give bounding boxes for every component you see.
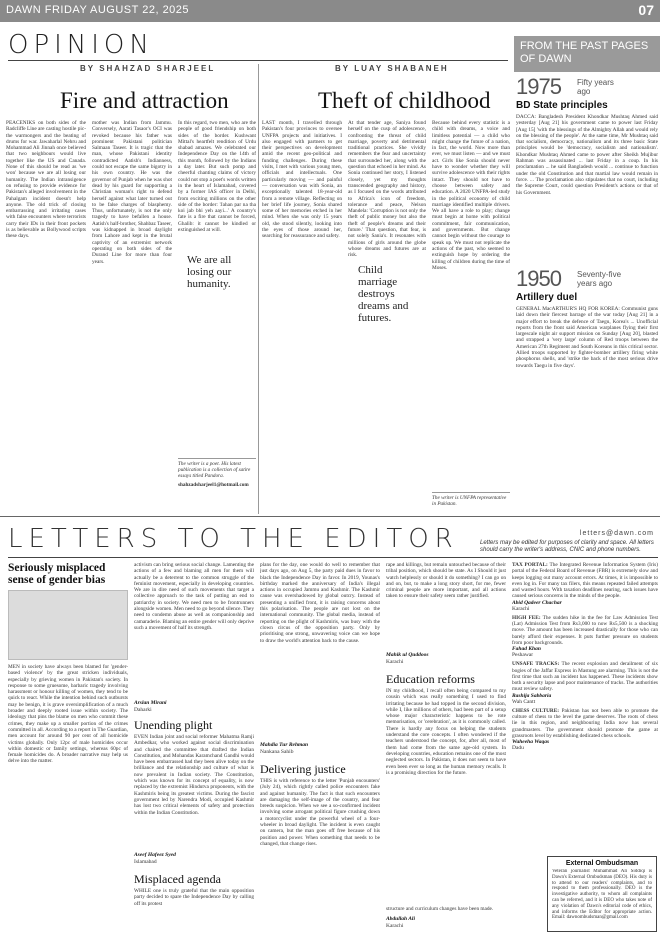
short-letter — [512, 562, 658, 612]
letter-col2-text: activism can bring serious social change. Lamenting the actions of a few and blaming all men for them will actually be a deterrent to the common struggle of the feminist movement, especially in developing countries. We are in dire need of such movements that target a collective approach to the task of putting an end to patriarchy in society. We need men to be frontrunners alongside women. Men need to go beyond silence. They need to condemn abuse as well as companionship and camaraderie. Blaming an entire gender will only deprive such a movement of half its strength. — [134, 562, 254, 631]
short-letter-text: The recent explosion and derailment of six bogies of the Jaffar Express in Mastung are alarming. This is not the first time that such an incident has happened. These incidents show both a security lapse and poor maintenance of tracks. The authorities must review safety. — [512, 661, 658, 693]
divider — [178, 458, 256, 459]
location: Karachi — [386, 659, 404, 665]
location: Islamabad — [134, 859, 157, 865]
past-item-1-title: BD State principles — [516, 100, 608, 111]
pullquote-article-1: We are all losing our humanity. — [185, 252, 253, 292]
ombudsman-title: External Ombudsman — [565, 860, 639, 867]
article-2-column-3: Because behind every statistic is a child with dreams, a voice and limitless potential — a child who might change the future of a nation, in fact, the world. Now more than ever, we must listen — and we must act. Girls like Sonia should never have to wonder whether they will survive adolescence with their rights intact. They should not have to choose between safety and education. A 2020 UNFPA-led study in the political economy of child marriage identified multiple drivers. We all have a role to play; change must begin at home with political commitment, fair communication, and governments. But change cannot begin without the courage to speak up. We must not replicate the actions of the past, who seemed to extinguish hope by ordering the killing of children during the time of Moses. — [432, 120, 510, 271]
short-letters-column — [512, 562, 658, 852]
byline-article-2: BY LUAY SHABANEH — [335, 64, 449, 73]
past-pages-box: FROM THE PAST PAGES OF DAWN — [514, 36, 660, 72]
short-letter-label: TAX PORTAL: — [512, 562, 548, 568]
location: Daharki — [134, 707, 152, 713]
divider — [8, 60, 508, 61]
signature: Rashija Sabbaria — [512, 692, 552, 699]
page-number: 07 — [638, 2, 654, 18]
years-ago-label: Seventy-five years ago — [577, 270, 622, 288]
letter-col4-text: rape and killings, but remain untouched because of their tribal position, which should be state. As I Should it just watch helplessly or should it do something? I can go on and on, but, to make a long story short, for me, fewer criminal people are more important, and all actions taken to ensure their safety seem rather justified. — [386, 562, 506, 600]
divider — [8, 557, 658, 558]
letter-education-reforms-text: IN my childhood, I recall often being compared to my cousin which was really something I used to find irritating because he had topped in the second division, while I, like millions of others, had been part of a setup whose major characteristic happens to be rote memorisation, or 'cerebration', as it is commonly called. There is hardly any focus on helping the students understand the core concepts. I often wondered if the teachers understood the concept, for, after all, most of them had come from the same age-old system. In developing countries, education remains one of the most neglected sectors. In Pakistan, it does not seem to have even been ever so long as the human memory recalls. It is a promising direction for the future. — [386, 688, 506, 776]
divider — [0, 516, 660, 517]
section-title-letters: LETTERS TO THE EDITOR — [8, 524, 459, 554]
location: Karachi — [512, 605, 530, 612]
short-letter-label: HIGH FEE: — [512, 614, 541, 621]
years-ago-label: Fifty years ago — [577, 78, 614, 96]
signature: Arslan Mirani — [134, 700, 167, 706]
letter-col3-text: plans for the day, one would do well to remember that just days ago, on Aug 5, the party paid dues in favor to black the Independence Day in favor. In 2019, Younas's birthday marked the anniversary of India's illegal actions in occupied Jammu and Kashmir. The Kashmir cause was overshadowed by global outcry. Instead of presenting a unified front, it is raising concerns about this polarisation. The people are not lost on the international community. The global media, instead of reporting on the plight of Kashmiris, was busy with the clown circus of the opposition party. Only by prioritising one strong, unwavering voice can we hope to draw the world's attention back to the cause. — [260, 562, 380, 644]
article-1-column-3: In this regard, two men, who are the people of good friendship on both sides of the border. Kushwant Mittal's heartfelt rendition of Urdu shabad amazes. We celebrated our Independence Day on the 14th of this month, followed by the Indians a day later. But such pomp and cheerful chanting claims of victory could not stop a poet's words written in the heart of Islamabad, covered by a former IAS officer in Delhi, from exciting millions on the other side of the border: 'Jahan par na tha koi jab bhi yeh aayi...' A country's fate is a fire that cannot be forced, Ghalib: it cannot be kindled or extinguished at will. — [178, 120, 256, 234]
location: Karachi — [386, 923, 404, 929]
letters-guidelines: Letters may be edited for purposes of clarity and space. All letters should carry the writer's address, CNIC and phone numbers. — [480, 540, 654, 553]
letter-delivering-justice-text: THIS is with reference to the letter 'Punjab encounters' (July 24), which rightly called police encounters fake and against humanity. The fact is that such encounters are damaging the self-image of the country, and fear breeds suspicion. When we see a so-confirmed incident involving some arrogant political figure crushing down a motorcyclist under the powerful wheel of a four-wheeler in broad daylight. The incident is even caught on camera, but the man goes off free because of his position and power. When something that needs to be changed, that change rises. — [260, 778, 380, 847]
short-letter-text: The sudden hike in the fee for Law Admission Test (Lat) Admission Test from Rs3,000 to now Rs5,500 is a shocking move. The amount has been increased drastically for those who can barely afford their expenses. It puts further pressure on students from poor backgrounds. — [512, 614, 658, 646]
article-2-column-1: LAST month, I travelled through Pakistan's four provinces to oversee UNFPA projects and initiatives. I also engaged with partners to get their perspectives on development amid the recent geo-political and funding challenges. During these visits, I met with various young men, officials and intellectuals. One particularly moving — and painful — conversation was with Sonia, an exceptionally talented 18-year-old from a remote village. Reflecting on her brief life journey, Sonia shared some of her memories etched in her mind. When she was only 15 years old, she stood silently, looking into the eyes of those around her, searching for reassurance and safety. — [262, 120, 342, 240]
letter-education-reforms-end: structure and curriculum changes have been made. — [386, 906, 494, 912]
column-divider — [258, 64, 259, 514]
short-letter-label: UNSAFE TRACKS: — [512, 661, 560, 668]
article-1-column-2: mother was Indian from Jammu. Conversely, Aarati Tasaor's OCI was revoked because his father was prominent Pakistani politician Salmaan Taseer. It is tragic that the man, whose Pakistani identity contradicted Aatish's Indianness, could not escape the same bigotry in his own country. He was the governor of Punjab when he was shot dead by his guard for supporting a Christian woman's right to defend herself against what later turned out to be false charges of blasphemy. Thus, unfortunately, is not the only tragedy to have befallen a house. Aatish's half-brother, Shahbaz Taseer, was kidnapped in broad daylight from Lahore and kept in the brutal captivity of an extremist network operating on both sides of the Durand Line for more than four years. — [92, 120, 172, 265]
letter-headline-misplaced-agenda: Misplaced agenda — [134, 872, 221, 886]
byline-article-1: BY SHAHZAD SHARJEEL — [80, 64, 216, 73]
author-email[interactable]: shahzadsharjeel1@hotmail.com — [178, 482, 249, 488]
section-title-opinion: OPINION — [8, 30, 154, 60]
location: Nankana Sahib — [260, 749, 294, 755]
year-1950: 1950 — [516, 266, 561, 291]
letter-unending-plight-text: EVEN Indian joint and social reformer Mahatma Ramji Ambedkar, who worked against social discrimination and chaired the committee that drafted the Indian Constitution, and Mohandas Karamchand Gandhi would have been embarrassed had they been alive today on the brilliance and the relationship and culture of what is now prevalent in Indian society. The Constitution, which was known for its concept of equality, is now replaced by the extremist Hindutva proponents, with the Kashmiris being its greatest victims. During the fascist government led by Narendra Modi, occupied Kashmir has lost two critical elements of safety and protection within the Indian Constitution. — [134, 734, 254, 816]
signature: Abid Qadeer Chachar — [512, 599, 562, 606]
divider — [432, 492, 510, 493]
past-item-2-text: GENERAL MacARTHUR'S HQ FOR KOREA: Communist guns laid down their fiercest barrage of the war today [Aug 21] in a major effort to break the defence of Taegu, Korea's ... Unofficial reports from the front said American warplanes flying their first largescale night air support mission on Sunday [Aug 20], blasted and strapped a 'very large' column of Red troops between the American 27th Regiment and South Koreans in this critical sector. Allied troops supported by fighter-bomber artillery firing white phosphorus shells, and 'strike the back of the most serious drive towards Taegu in five days'. — [516, 306, 658, 369]
location: Wah Cantt — [512, 698, 536, 705]
headline-article-1: Fire and attraction — [60, 88, 229, 113]
author-note-article-1: The writer is a poet. His latest publication is a collection of satire essays titled Pandora. — [178, 461, 251, 479]
ombudsman-box — [547, 856, 657, 932]
short-letter-label: CHESS CULTURE: — [512, 707, 560, 714]
short-letter — [512, 708, 658, 751]
short-letter-text: Pakistan has not been able to promote the culture of chess to the level the game deserves. The roots of chess lie in this region, and neighbouring India now has several grandmasters. The government should promote the game at grassroots level by establishing dedicated chess schools. — [512, 707, 658, 739]
short-letter — [512, 615, 658, 658]
signature: Aseef Hafeez Syed — [134, 852, 176, 858]
past-item-2-title: Artillery duel — [516, 292, 578, 303]
signature: Waheeha Waqas — [512, 739, 550, 746]
location: Dadu — [512, 745, 524, 752]
lead-letter-illustration — [8, 590, 128, 660]
article-2-column-2: At that tender age, Saniya found herself on the cusp of adolescence, confronting the threat of child marriage, poverty and detrimental traditional practices. She vividly remembers the fear and uncertainty that surrounded her, along with the question that echoed in her mind. As Sonia continued her story, I listened closely, yet my thoughts transcended geography and history, as I focused on the words attributed to Africa's icon of freedom, tolerance and peace, Nelson Mandela: 'Corruption is not only the theft of public money but also the theft of people's dreams and their future.' That question, that fear, is not solely Sania's. It resonates with millions of girls around the globe whose dreams and futures are at risk. — [348, 120, 426, 259]
short-letter-text: The Integrated Revenue Information System (Iris) portal of the Federal Board of Revenue (FBR) is extremely slow and keeps logging out many account errors. At times, it is impossible to even log in. For many tax filers, this means repeated failed attempts and wasted hours. With taxation deadlines nearing, such issues have caused serious concerns in the minds of the people. — [512, 562, 658, 600]
masthead: DAWN FRIDAY AUGUST 22, 2025 — [6, 4, 190, 16]
past-item-1-text: DACCA: Bangladesh President Khondkar Mushtaq Ahmed said yesterday [Aug 21] his government came to power last Friday [Aug 15] 'with the blessings of the Almighty Allah and would rely on the blessing of the people'. At the same time, Mr Mushtaq said that socialism, democracy, nationalism and its three basic State principles would be 'democracy, socialism and nationalism'. Khondkar Mushtaq Ahmed came to power after Sheikh Mujibur Rahman was assassinated ... last Friday in a coup. In his proclamation ... he said Bangladesh would ... continue to function under the old Constitution and that martial law would remain in force. ... The proclamation also stipulates that no court, including the Supreme Court, could question President's actions or that of his Government. — [516, 114, 658, 196]
letter-headline-delivering-justice: Delivering justice — [260, 762, 346, 776]
author-note-article-2: The writer is UNFPA representative in Pakistan. — [432, 495, 507, 507]
signature: Mahik ul Quddoos — [386, 652, 429, 658]
signature: Fahad Khan — [512, 646, 541, 653]
article-1-column-1: PEACENIKS on both sides of the Radcliffe Line are casting hostile pic-the warmongers and the beating of drums for war. Jawaharlal Nehru and Mohammad Ali Jinnah once believed that two neighbours would live together like the US and Canada. None of this should be read as 'we won' because we are all losing our humanity. The Indian intransigence on refusing to provide evidence for Pakistan's alleged involvement in the Pahalgam incident doesn't help anyone. The old trick of closing embarrassing and irritating cases with false encounters where terrorists carry their IDs in their front pockets is as believable as Bollywood scripts these days. — [6, 120, 86, 240]
lead-letter-text: MEN in society have always been blamed for 'gender-based violence' by the great stricken individuals, especially by grieving women in Pakistan's society. In response to some gruesome, barbaric tragedy involving harassment or honour killing of women, they tend to be quick to react. While the intention behind such outbursts may be benign, it is grave oversimplification of a much broader and deeply rooted issue within society. The ideology that pins the blame on men who commit these crimes, they make up a smaller portion of the crimes committed in all. According to a report in The Guardian, men account for around 90 per cent of all homicide victims globally. Only 12pc of male homicides occur within domestic or family settings, whereas 60pc of female homicides do. A broader narrative may help us delve into the matter. — [8, 664, 128, 765]
signature: Mahdia Tur Rehman — [260, 742, 309, 748]
location: Peshawar — [512, 652, 534, 659]
letter-headline-unending-plight: Unending plight — [134, 718, 213, 732]
letter-headline-education-reforms: Education reforms — [386, 672, 475, 686]
lead-letter-headline: Seriously misplaced sense of gender bias — [8, 562, 106, 586]
short-letter — [512, 661, 658, 704]
signature: Abdullah Ali — [386, 916, 415, 922]
letter-misplaced-agenda-text: WHILE one is truly grateful that the main opposition party decided to spare the Independence Day by calling off its protest — [134, 888, 254, 907]
year-1975: 1975 — [516, 74, 561, 99]
headline-article-2: Theft of childhood — [318, 88, 491, 113]
letters-email[interactable]: letters@dawn.com — [579, 530, 654, 537]
pullquote-article-2: Child marriage destroys dreams and futures. — [356, 262, 424, 326]
ombudsman-text: Veteran journalist Muhammad Ali Siddiqi is Dawn's External Ombudsman (DEO). His duty is to attend to our readers' complaints, and to respond to them professionally. DEO is the investigative authority, to whom all complaints can be referred, and it is DEO who takes note of any violation of Dawn's editorial code of ethics, and informs the Editor for appropriate action. Email: dawnombudsman@gmail.com — [552, 869, 652, 921]
